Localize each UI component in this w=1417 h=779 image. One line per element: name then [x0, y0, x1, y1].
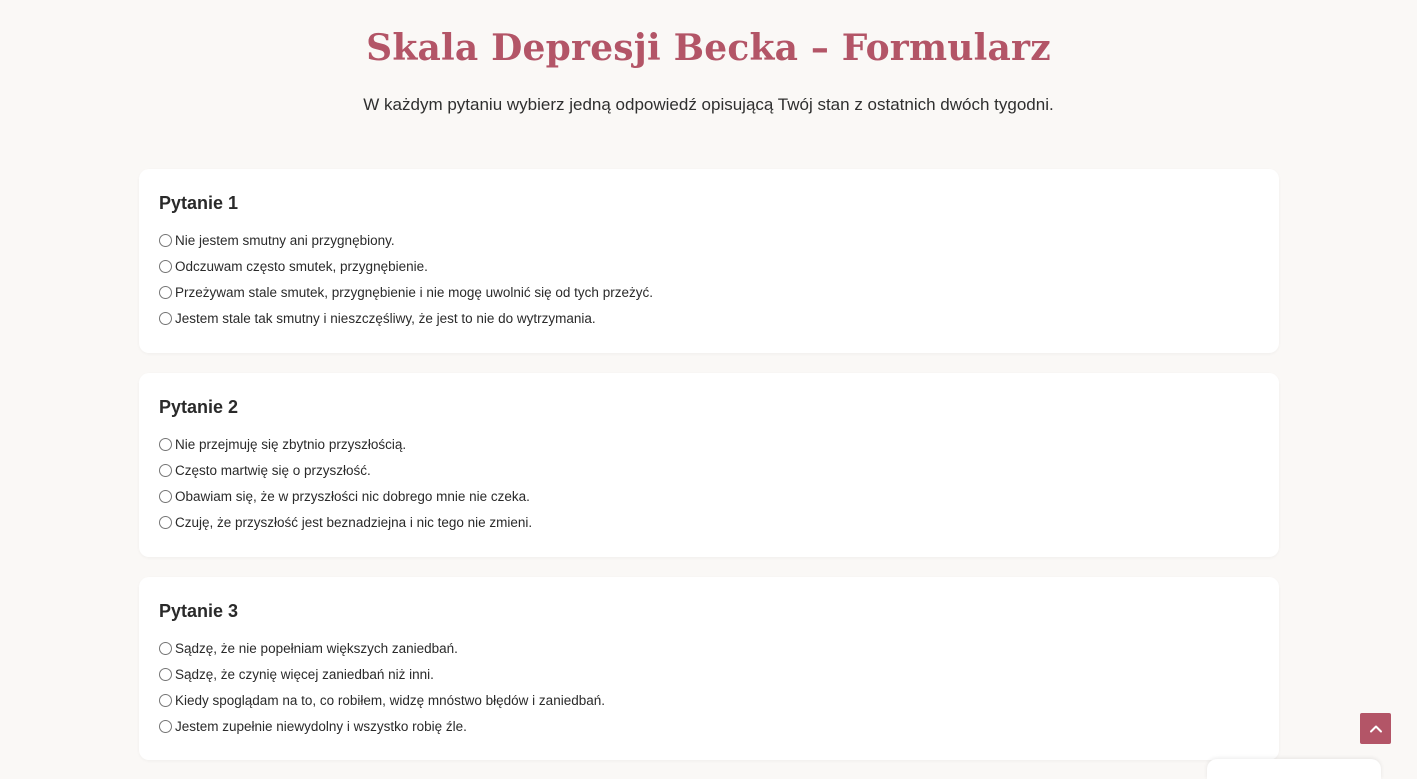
answer-radio[interactable]	[159, 312, 172, 325]
answer-label: Czuję, że przyszłość jest beznadziejna i nic tego nie zmieni.	[175, 514, 533, 530]
answer-options	[158, 227, 653, 331]
answer-option[interactable]	[158, 253, 653, 279]
answer-label: Jestem zupełnie niewydolny i wszystko robię źle.	[175, 718, 467, 734]
answer-radio[interactable]	[159, 464, 172, 477]
answer-radio[interactable]	[159, 260, 172, 273]
page-title: Skala Depresji Becka – Formularz	[366, 27, 1051, 69]
answer-label: Kiedy spoglądam na to, co robiłem, widzę mnóstwo błędów i zaniedbań.	[175, 692, 605, 708]
answer-radio[interactable]	[159, 516, 172, 529]
answer-label: Obawiam się, że w przyszłości nic dobrego mnie nie czeka.	[175, 488, 530, 504]
arrow-up-icon	[1368, 721, 1384, 737]
question-title: Pytanie 1	[159, 193, 239, 213]
answer-radio[interactable]	[159, 490, 172, 503]
question-title: Pytanie 3	[159, 601, 239, 621]
question-card-1	[139, 169, 1279, 353]
bottom-floating-widget[interactable]	[1207, 759, 1381, 779]
question-title: Pytanie 2	[159, 397, 239, 417]
answer-label: Nie przejmuję się zbytnio przyszłością.	[175, 436, 407, 452]
answer-label: Nie jestem smutny ani przygnębiony.	[175, 232, 395, 248]
answer-option[interactable]	[158, 483, 532, 509]
answer-option[interactable]	[158, 661, 605, 687]
answer-option[interactable]	[158, 687, 605, 713]
answer-options	[158, 431, 532, 535]
answer-option[interactable]	[158, 279, 653, 305]
answer-label: Sądzę, że czynię więcej zaniedbań niż inni.	[175, 666, 434, 682]
answer-radio[interactable]	[159, 234, 172, 247]
question-card-3	[139, 577, 1279, 760]
answer-option[interactable]	[158, 457, 532, 483]
answer-label: Często martwię się o przyszłość.	[175, 462, 371, 478]
answer-radio[interactable]	[159, 438, 172, 451]
answer-label: Odczuwam często smutek, przygnębienie.	[175, 258, 428, 274]
answer-label: Przeżywam stale smutek, przygnębienie i nie mogę uwolnić się od tych przeżyć.	[175, 284, 653, 300]
page-subtitle: W każdym pytaniu wybierz jedną odpowiedź opisującą Twój stan z ostatnich dwóch tygodni.	[363, 95, 1054, 114]
answer-option[interactable]	[158, 431, 532, 457]
answer-label: Jestem stale tak smutny i nieszczęśliwy, że jest to nie do wytrzymania.	[175, 310, 596, 326]
question-card-2	[139, 373, 1279, 557]
answer-options	[158, 635, 605, 739]
answer-option[interactable]	[158, 509, 532, 535]
answer-radio[interactable]	[159, 720, 172, 733]
answer-option[interactable]	[158, 713, 605, 739]
answer-radio[interactable]	[159, 668, 172, 681]
answer-option[interactable]	[158, 227, 653, 253]
answer-option[interactable]	[158, 635, 605, 661]
answer-radio[interactable]	[159, 642, 172, 655]
answer-label: Sądzę, że nie popełniam większych zaniedbań.	[175, 640, 458, 656]
scroll-to-top-button[interactable]	[1360, 713, 1391, 744]
answer-radio[interactable]	[159, 694, 172, 707]
answer-radio[interactable]	[159, 286, 172, 299]
answer-option[interactable]	[158, 305, 653, 331]
